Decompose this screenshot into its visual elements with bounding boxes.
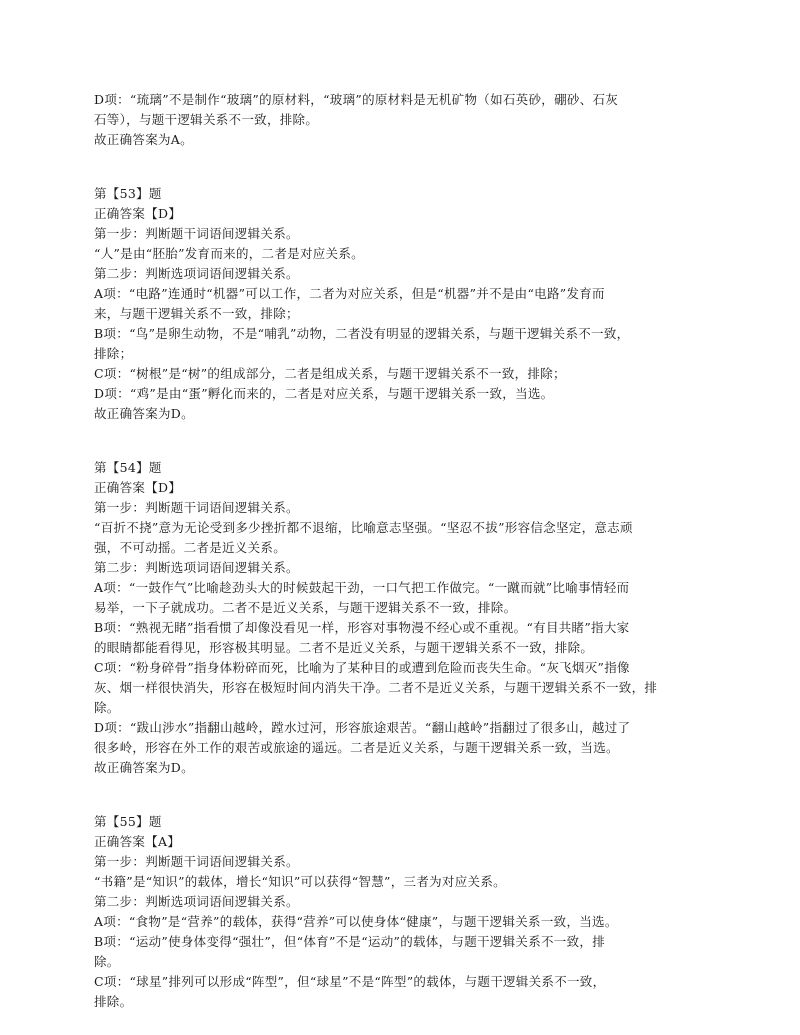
answer-block-prev <box>94 90 714 150</box>
text-line: 来，与题干逻辑关系不一致，排除； <box>94 306 299 321</box>
text-line: D项：“鸡”是由“蛋”孵化而来的，二者是对应关系，与题干逻辑关系一致，当选。 <box>94 386 554 401</box>
text-line: B项：“鸟”是卵生动物，不是“哺乳”动物，二者没有明显的逻辑关系，与题干逻辑关系不一致， <box>94 326 630 341</box>
conclusion-line: 故正确答案为D。 <box>94 406 194 421</box>
text-line: B项：“熟视无睹”指看惯了却像没看见一样，形容对事物漫不经心或不重视。“有目共睹”指大家 <box>94 620 630 635</box>
text-line: A项：“电路”连通时“机器”可以工作，二者为对应关系，但是“机器”并不是由“电路”发育而 <box>94 286 605 301</box>
text-line: 排除； <box>94 346 133 361</box>
text-line: 第一步：判断题干词语间逻辑关系。 <box>94 226 299 241</box>
text-line: “百折不挠”意为无论受到多少挫折都不退缩，比喻意志坚强。“坚忍不拔”形容信念坚定，意志顽 <box>94 520 633 535</box>
text-line: C项：“树根”是“树”的组成部分，二者是组成关系，与题干逻辑关系不一致，排除； <box>94 366 566 381</box>
correct-answer: 正确答案【A】 <box>94 834 181 849</box>
correct-answer: 正确答案【D】 <box>94 480 182 495</box>
text-line: 灰、烟一样很快消失，形容在极短时间内消失干净。二者不是近义关系，与题干逻辑关系不一致，排 <box>94 680 658 695</box>
answer-block-55 <box>94 812 714 1012</box>
text-line: 第一步：判断题干词语间逻辑关系。 <box>94 854 299 869</box>
document-page <box>94 90 714 1012</box>
text-line: D项：“跋山涉水”指翻山越岭，蹚水过河，形容旅途艰苦。“翻山越岭”指翻过了很多山，越过了 <box>94 720 631 735</box>
answer-block-53 <box>94 184 714 424</box>
text-line: “人”是由“胚胎”发育而来的，二者是对应关系。 <box>94 246 364 261</box>
text-line: 除。 <box>94 700 120 715</box>
text-line: 很多岭，形容在外工作的艰苦或旅途的遥远。二者是近义关系，与题干逻辑关系一致，当选。 <box>94 740 619 755</box>
text-line: 石等），与题干逻辑关系不一致，排除。 <box>94 112 319 127</box>
question-heading: 第【55】题 <box>94 814 162 829</box>
conclusion-line: 故正确答案为D。 <box>94 760 194 775</box>
text-line: 易举，一下子就成功。二者不是近义关系，与题干逻辑关系不一致，排除。 <box>94 600 517 615</box>
text-line: A项：“食物”是“营养”的载体，获得“营养”可以使身体“健康”，与题干逻辑关系一致，当选。 <box>94 914 618 929</box>
text-line: 故正确答案为A。 <box>94 132 193 147</box>
text-line: 第二步：判断选项词语间逻辑关系。 <box>94 894 299 909</box>
text-line: 第二步：判断选项词语间逻辑关系。 <box>94 560 299 575</box>
text-line: 排除。 <box>94 994 133 1009</box>
text-line: 强，不可动摇。二者是近义关系。 <box>94 540 287 555</box>
text-line: C项：“粉身碎骨”指身体粉碎而死，比喻为了某种目的或遭到危险而丧失生命。“灰飞烟灭”指像 <box>94 660 630 675</box>
question-heading: 第【54】题 <box>94 460 162 475</box>
text-line: B项：“运动”使身体变得“强壮”，但“体育”不是“运动”的载体，与题干逻辑关系不一致，排 <box>94 934 606 949</box>
text-line: 第一步：判断题干词语间逻辑关系。 <box>94 500 299 515</box>
answer-block-54 <box>94 458 714 778</box>
question-heading: 第【53】题 <box>94 186 162 201</box>
text-line: 除。 <box>94 954 120 969</box>
text-line: A项：“一鼓作气”比喻趁劲头大的时候鼓起干劲，一口气把工作做完。“一蹴而就”比喻事情轻而 <box>94 580 630 595</box>
text-line: “书籍”是“知识”的载体，增长“知识”可以获得“智慧”，三者为对应关系。 <box>94 874 506 889</box>
text-line: 的眼睛都能看得见，形容极其明显。二者不是近义关系，与题干逻辑关系不一致，排除。 <box>94 640 594 655</box>
text-line: D项：“琉璃”不是制作“玻璃”的原材料，“玻璃”的原材料是无机矿物（如石英砂，硼砂、石灰 <box>94 92 619 107</box>
correct-answer: 正确答案【D】 <box>94 206 182 221</box>
text-line: 第二步：判断选项词语间逻辑关系。 <box>94 266 299 281</box>
text-line: C项：“球星”排列可以形成“阵型”，但“球星”不是“阵型”的载体，与题干逻辑关系不一致， <box>94 974 606 989</box>
